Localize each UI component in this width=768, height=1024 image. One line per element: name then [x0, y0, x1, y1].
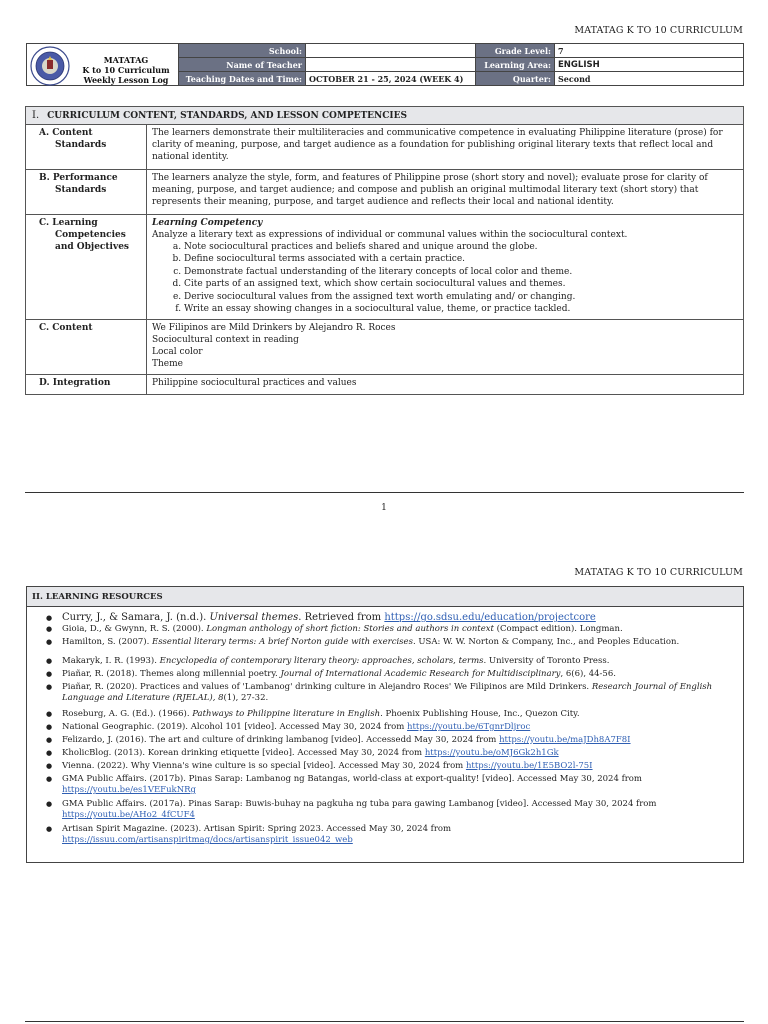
ref-title: Essential literary terms: A brief Norton guide with exercises: [151, 637, 413, 647]
logo-text: [71, 55, 181, 85]
teacher-label: Name of Teacher: [179, 58, 306, 72]
ref-title: Research Journal of English Language and Literature (RJELAL), 8: [62, 682, 713, 703]
content-line: Sociocultural context in reading: [152, 335, 299, 345]
page-number: 1: [381, 503, 387, 513]
competency-text: Analyze a literary text as expressions of individual or communal values within the sociocultural context.: [152, 230, 628, 240]
ref-text: Piañar, R. (2020). Practices and values of 'Lambanog' drinking culture in Alejandro Roces' We Filipinos are Mild Drinkers.: [62, 682, 592, 692]
ref-text: Makaryk, I. R. (1993).: [62, 656, 160, 666]
section1-title: [26, 107, 744, 125]
grade-level-label: Grade Level:: [476, 44, 555, 58]
reference-item: [62, 774, 743, 796]
page2-bottom-rule: [25, 1021, 744, 1022]
content-standards-label-text: A. Content Standards: [39, 128, 107, 150]
references-list: [27, 656, 743, 704]
section1-number: I.: [32, 109, 40, 121]
reference-link[interactable]: https://youtu.be/AHo2_4fCUF4: [62, 810, 195, 820]
quarter-label: Quarter:: [476, 72, 555, 86]
reference-item: [62, 748, 743, 759]
learning-area-field[interactable]: ENGLISH: [555, 58, 744, 72]
reference-item: [62, 669, 743, 680]
performance-standards-label: [26, 170, 147, 215]
reference-item: [62, 612, 743, 624]
reference-item: [62, 824, 743, 846]
ref-text: Felizardo, J. (2016). The art and culture of drinking lambanog [video]. Accessedd May 30, 2024 from: [62, 735, 500, 745]
ref-text: (1), 27-32.: [223, 693, 269, 703]
ref-title: Longman anthology of short fiction: Stories and authors in context: [206, 624, 494, 634]
header-logo-cell: [27, 44, 179, 86]
content-line: Local color: [152, 347, 203, 357]
running-head-page2: MATATAG K TO 10 CURRICULUM: [574, 567, 743, 578]
reference-link[interactable]: https://youtu.be/maJDh8A7F8I: [499, 735, 631, 745]
reference-item: [62, 624, 743, 635]
integration-text: Philippine sociocultural practices and values: [147, 375, 744, 395]
ref-text: Hamilton, S. (2007).: [62, 637, 152, 647]
content-line: Theme: [152, 359, 183, 369]
reference-link[interactable]: https://youtu.be/es1VEFukNRg: [62, 785, 196, 795]
competencies-cell: [147, 215, 744, 320]
logo-line-curriculum: K to 10 Curriculum: [82, 65, 170, 75]
objective-item: a. Note sociocultural practices and beliefs shared and unique around the globe.: [184, 241, 738, 253]
objectives-list: [152, 241, 738, 315]
ref-text: , 6(6), 44-56.: [560, 669, 616, 679]
section1-title-text: CURRICULUM CONTENT, STANDARDS, AND LESSON COMPETENCIES: [47, 110, 407, 121]
reference-item: [62, 799, 743, 821]
content-standards-label: [26, 125, 147, 170]
school-field[interactable]: [306, 44, 476, 58]
page-footer-rule: [25, 492, 744, 493]
reference-item: [62, 682, 743, 704]
objective-item: f. Write an essay showing changes in a sociocultural value, theme, or practice tackled.: [184, 303, 738, 315]
teacher-field[interactable]: [306, 58, 476, 72]
ref-text: . University of Toronto Press.: [483, 656, 610, 666]
ref-text: Gioia, D., & Gwynn, R. S. (2000).: [62, 624, 207, 634]
objective-item: d. Cite parts of an assigned text, which show certain sociocultural values and themes.: [184, 278, 738, 290]
content-label: [26, 320, 147, 375]
logo-line-log: Weekly Lesson Log: [83, 75, 169, 85]
content-line: We Filipinos are Mild Drinkers by Alejandro R. Roces: [152, 323, 396, 333]
references-list: [27, 709, 743, 846]
reference-item: [62, 709, 743, 720]
competencies-label: [26, 215, 147, 320]
reference-item: [62, 735, 743, 746]
content-standards-text: The learners demonstrate their multiliteracies and communicative competence in evaluating Philippine literature (prose) for clarity of meaning, purpose, and target audience as a foundation for publishing original literary texts that reflect local and national identity.: [147, 125, 744, 170]
integration-label: [26, 375, 147, 395]
section-curriculum-content: [25, 106, 744, 395]
reference-link[interactable]: https://youtu.be/6TgnrDljroc: [407, 722, 531, 732]
competencies-label-text: C. Learning Competencies and Objectives: [39, 218, 129, 252]
objective-item: c. Demonstrate factual understanding of the literary concepts of local color and theme.: [184, 266, 738, 278]
reference-link[interactable]: https://issuu.com/artisanspiritmag/docs/artisanspirit_issue042_web: [62, 835, 353, 845]
reference-item: [62, 637, 743, 648]
ref-text: Curry, J., & Samara, J. (n.d.).: [62, 612, 210, 623]
references-list: [27, 612, 743, 648]
performance-standards-text: The learners analyze the style, form, and features of Philippine prose (short story and novel); evaluate prose for clarity of meaning, purpose, and target audience; and compose and publish an original multimodal literary text (short story) that represents their meaning, purpose, and target audience and reflects their local and national identity.: [147, 170, 744, 215]
reference-link[interactable]: https://youtu.be/1E5BO2l-75I: [465, 761, 593, 771]
deped-seal-icon: [30, 46, 70, 86]
reference-item: [62, 722, 743, 733]
ref-text: Vienna. (2022). Why Vienna's wine culture is so special [video]. Accessed May 30, 2024 from: [62, 761, 466, 771]
ref-text: . Retrieved from: [298, 612, 385, 623]
section-learning-resources: [26, 586, 744, 863]
reference-link[interactable]: https://youtu.be/oMJ6Gk2h1Gk: [424, 748, 559, 758]
school-label: School:: [179, 44, 306, 58]
dates-label: Teaching Dates and Time:: [179, 72, 306, 86]
quarter-field[interactable]: Second: [555, 72, 744, 86]
ref-title: Pathways to Philippine literature in English: [192, 709, 381, 719]
ref-text: KholicBlog. (2013). Korean drinking etiquette [video]. Accessed May 30, 2024 from: [62, 748, 425, 758]
reference-link[interactable]: https://go.sdsu.edu/education/projectcore: [384, 612, 596, 623]
ref-text: Piañar, R. (2018). Themes along millennial poetry.: [62, 669, 281, 679]
objective-item: e. Derive sociocultural values from the assigned text worth emulating and/ or changing.: [184, 291, 738, 303]
reference-item: [62, 656, 743, 667]
performance-standards-label-text: B. Performance Standards: [39, 173, 118, 195]
content-cell: [147, 320, 744, 375]
ref-text: National Geographic. (2019). Alcohol 101 [video]. Accessed May 30, 2024 from: [62, 722, 408, 732]
ref-title: Universal themes: [209, 612, 299, 623]
ref-title: Encyclopedia of contemporary literary theory: approaches, scholars, terms: [159, 656, 484, 666]
ref-text: . USA: W. W. Norton & Company, Inc., and Peoples Education.: [412, 637, 680, 647]
reference-item: [62, 761, 743, 772]
logo-line-matatag: MATATAG: [103, 55, 149, 65]
dates-field[interactable]: OCTOBER 21 - 25, 2024 (WEEK 4): [306, 72, 476, 86]
section2-title: II. LEARNING RESOURCES: [27, 587, 743, 607]
ref-text: Artisan Spirit Magazine. (2023). Artisan Spirit: Spring 2023. Accessed May 30, 2024 from: [62, 824, 452, 834]
grade-level-field[interactable]: 7: [555, 44, 744, 58]
ref-text: . Phoenix Publishing House, Inc., Quezon City.: [380, 709, 580, 719]
content-label-text: C. Content: [39, 323, 93, 333]
competency-heading: Learning Competency: [152, 218, 263, 228]
ref-text: GMA Public Affairs. (2017b). Pinas Sarap: Lambanog ng Batangas, world-class at export-quality! [video]. Accessed May 30, 2024 from: [62, 774, 642, 784]
ref-text: Roseburg, A. G. (Ed.). (1966).: [62, 709, 193, 719]
ref-text: (Compact edition). Longman.: [493, 624, 623, 634]
ref-text: GMA Public Affairs. (2017a). Pinas Sarap: Buwis-buhay na pagkuha ng tuba para gawing Lambanog [video]. Accessed May 30, 2024 from: [62, 799, 657, 809]
lesson-log-header: [26, 43, 744, 86]
learning-area-label: Learning Area:: [476, 58, 555, 72]
ref-title: Journal of International Academic Research for Multidisciplinary: [280, 669, 561, 679]
objective-item: b. Define sociocultural terms associated with a certain practice.: [184, 253, 738, 265]
running-head: MATATAG K TO 10 CURRICULUM: [574, 25, 743, 36]
integration-label-text: D. Integration: [39, 378, 111, 388]
